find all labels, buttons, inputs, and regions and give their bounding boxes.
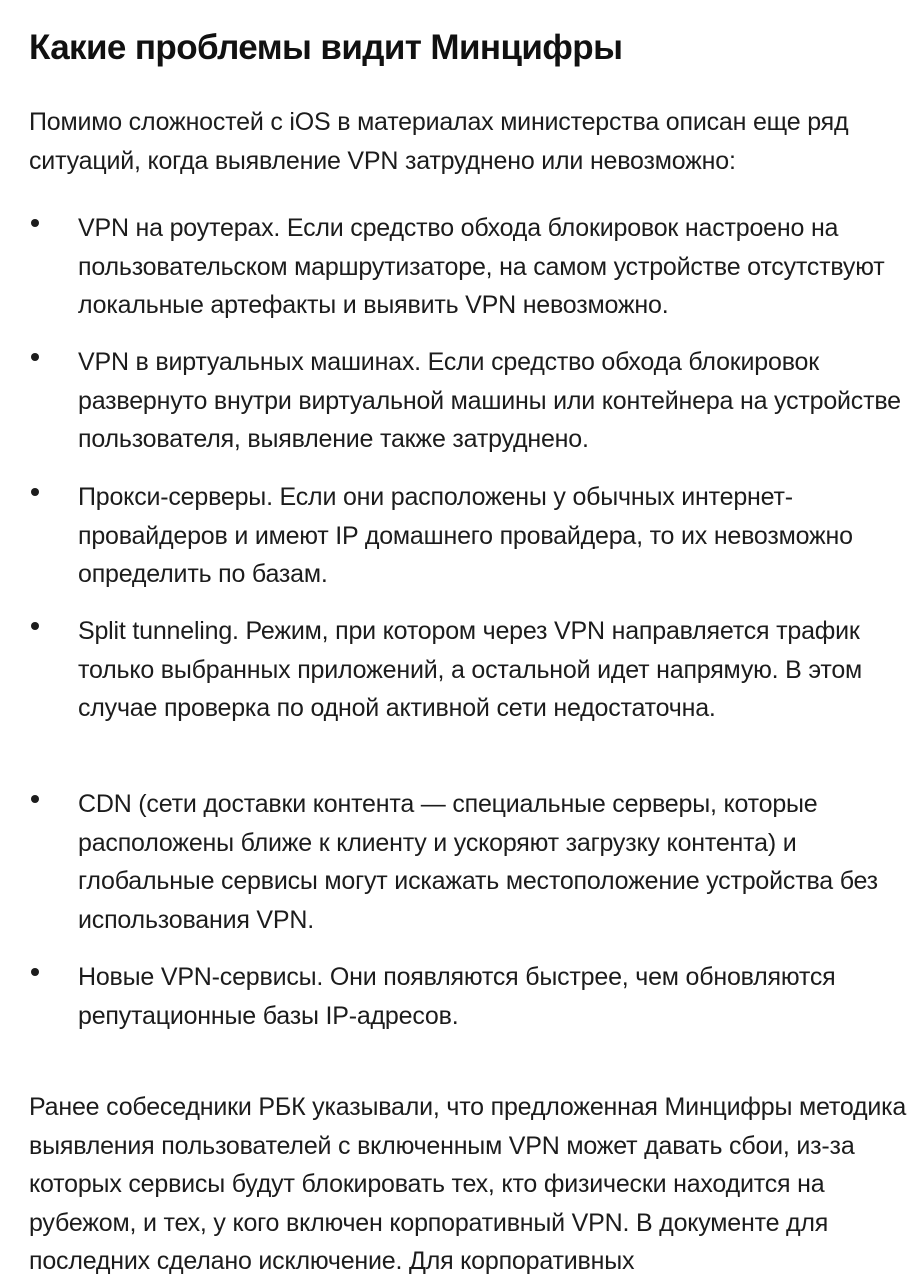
- bullet-icon: [31, 968, 39, 976]
- list-item-text: Прокси-серверы. Если они расположены у обычных интернет-провайдеров и имеют IP домашнего провайдера, то их невозможно определить по базам.: [78, 483, 853, 588]
- closing-paragraph: Ранее собеседники РБК указывали, что предложенная Минцифры методика выявления пользователей с включенным VPN может давать сбои, из-за которых сервисы будут блокировать тех, кто физически находится на рубежом, и тех, у кого включен корпоративный VPN. В документе для последних сделано исключение. Для корпоративных: [29, 1093, 907, 1275]
- list-item-text: CDN (сети доставки контента — специальные серверы, которые расположены ближе к клиенту и ускоряют загрузку контента) и глобальные сервисы могут искажать местоположение устройства без использования VPN.: [78, 790, 878, 934]
- list-item-text: Новые VPN-сервисы. Они появляются быстрее, чем обновляются репутационные базы IP-адресов.: [78, 963, 836, 1030]
- list-item-text: VPN в виртуальных машинах. Если средство обхода блокировок развернуто внутри виртуальной машины или контейнера на устройстве пользователя, выявление также затруднено.: [78, 348, 901, 453]
- bullet-icon: [31, 353, 39, 361]
- bullet-icon: [31, 622, 39, 630]
- list-item-text: VPN на роутерах. Если средство обхода блокировок настроено на пользовательском маршрутизаторе, на самом устройстве отсутствуют локальные артефакты и выявить VPN невозможно.: [78, 214, 885, 319]
- bullet-icon: [31, 795, 39, 803]
- list-item-text: Split tunneling. Режим, при котором через VPN направляется трафик только выбранных приложений, а остальной идет напрямую. В этом случае проверка по одной активной сети недостаточна.: [78, 617, 863, 722]
- intro-paragraph: Помимо сложностей с iOS в материалах министерства описан еще ряд ситуаций, когда выявление VPN затруднено или невозможно:: [29, 108, 849, 175]
- section-heading: Какие проблемы видит Минцифры: [29, 28, 623, 67]
- bullet-icon: [31, 219, 39, 227]
- bullet-icon: [31, 488, 39, 496]
